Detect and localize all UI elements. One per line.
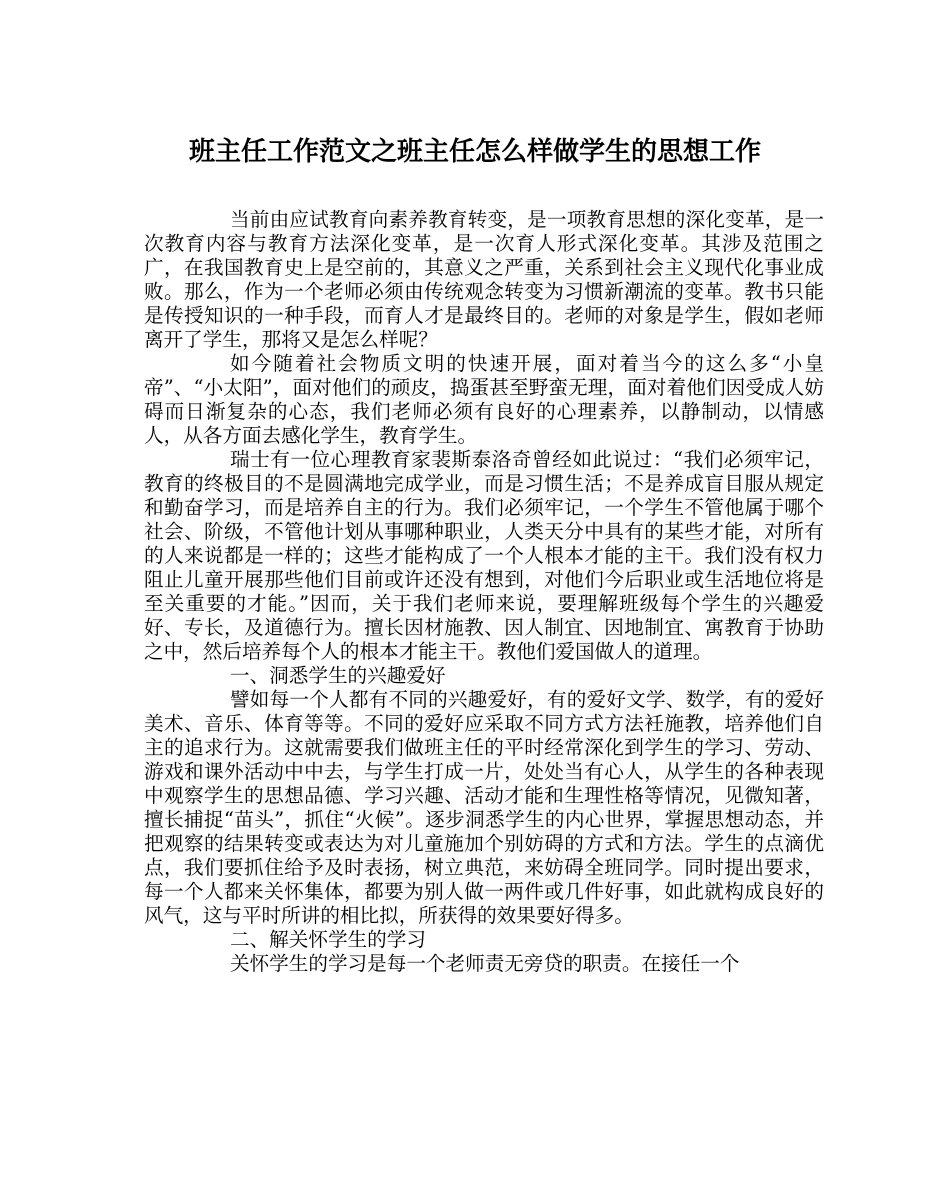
paragraph: 当前由应试教育向素养教育转变，是一项教育思想的深化变革，是一次教育内容与教育方法深化变革，是一次育人形式深化变革。其涉及范围之广，在我国教育史上是空前的，其意义之严重，关系到社会主义现代化事业成败。那么，作为一个老师必须由传统观念转变为习惯新潮流的变革。教书只能是传授知识的一种手段，而育人才是最终目的。老师的对象是学生，假如老师离开了学生，那将又是怎么样呢？	[144, 208, 824, 351]
paragraph: 瑞士有一位心理教育家裴斯泰洛奇曾经如此说过：“我们必须牢记，教育的终极目的不是圆满地完成学业，而是习惯生活；不是养成盲目服从规定和勤奋学习，而是培养自主的行为。我们必须牢记，一个学生不管他属于哪个社会、阶级，不管他计划从事哪种职业，人类天分中具有的某些才能，对所有的人来说都是一样的；这些才能构成了一个人根本才能的主干。我们没有权力阻止儿童开展那些他们目前或许还没有想到，对他们今后职业或生活地位将是至关重要的才能。”因而，关于我们老师来说，要理解班级每个学生的兴趣爱好、专长，及道德行为。擅长因材施教、因人制宜、因地制宜、寓教育于协助之中，然后培养每个人的根本才能主干。教他们爱国做人的道理。	[144, 448, 824, 663]
paragraph: 如今随着社会物质文明的快速开展，面对着当今的这么多“小皇帝”、“小太阳”，面对他们的顽皮，捣蛋甚至野蛮无理，面对着他们因受成人妨碍而日渐复杂的心态，我们老师必须有良好的心理素养，以静制动，以情感人，从各方面去感化学生，教育学生。	[144, 352, 824, 447]
paragraph: 譬如每一个人都有不同的兴趣爱好，有的爱好文学、数学，有的爱好美术、音乐、体育等等。不同的爱好应采取不同方式方法衽施教，培养他们自主的追求行为。这就需要我们做班主任的平时经常深化到学生的学习、劳动、游戏和课外活动中中去，与学生打成一片，处处当有心人，从学生的各种表现中观察学生的思想品德、学习兴趣、活动才能和生理性格等情况，见微知著，擅长捕捉“苗头”，抓住“火候”。逐步洞悉学生的内心世界，掌握思想动态，并把观察的结果转变或表达为对儿童施加个别妨碍的方式和方法。学生的点滴优点，我们要抓住给予及时表扬，树立典范，来妨碍全班同学。同时提出要求，每一个人都来关怀集体，都要为别人做一两件或几件好事，如此就构成良好的风气，这与平时所讲的相比拟，所获得的效果要好得多。	[144, 688, 824, 927]
section-heading: 二、解关怀学生的学习	[230, 928, 426, 951]
section-heading: 一、洞悉学生的兴趣爱好	[230, 664, 446, 687]
document-body	[144, 208, 824, 976]
paragraph: 关怀学生的学习是每一个老师责无旁贷的职责。在接任一个	[230, 952, 740, 975]
document-title: 班主任工作范文之班主任怎么样做学生的思想工作	[188, 137, 761, 167]
